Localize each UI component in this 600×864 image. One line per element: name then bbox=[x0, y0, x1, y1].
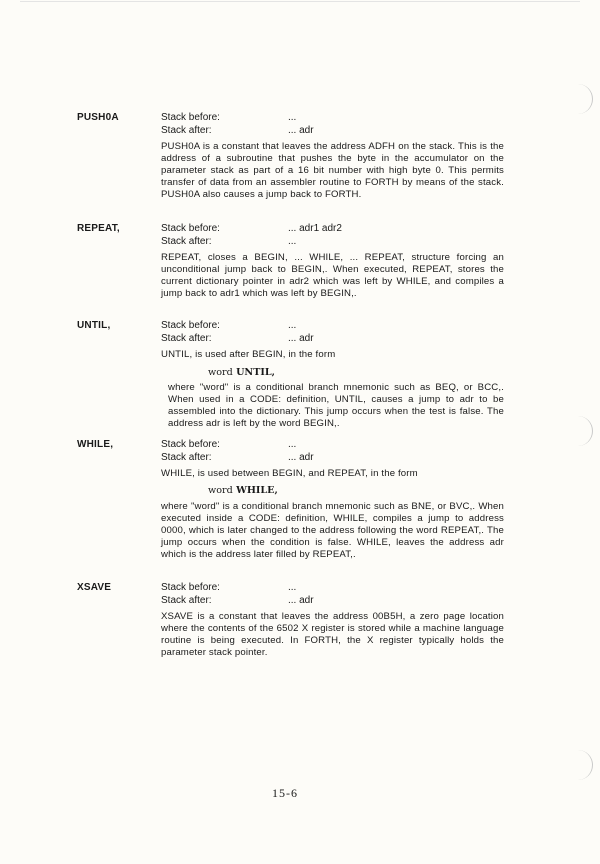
stack-after-value: ... adr bbox=[288, 451, 314, 463]
stack-before-label: Stack before: bbox=[161, 223, 220, 234]
page-number: 15-6 bbox=[272, 786, 298, 800]
stack-after-value: ... adr bbox=[288, 332, 314, 344]
code-example bbox=[208, 367, 275, 378]
stack-before-value: ... bbox=[288, 112, 297, 123]
page-top-edge bbox=[20, 1, 580, 2]
stack-before-value: ... bbox=[288, 439, 297, 450]
entry-description: where "word" is a conditional branch mnemonic such as BEQ, or BCC,. When used in a CODE: definition, UNTIL, causes a jump to adr to be assembled into the dictionary. This jump occurs when the test is false. The address adr is left by the word BEGIN,. bbox=[168, 382, 504, 429]
entry-term: UNTIL, bbox=[77, 320, 111, 331]
code-keyword: WHILE, bbox=[236, 485, 278, 496]
entry-description: XSAVE is a constant that leaves the address 00B5H, a zero page location where the contents of the 6502 X register is stored while a machine language routine is being executed. In FORTH, the X register typically holds the parameter stack pointer. bbox=[161, 611, 504, 658]
entry-term: REPEAT, bbox=[77, 223, 120, 234]
binder-hole-mark bbox=[566, 750, 593, 780]
binder-hole-mark bbox=[566, 416, 593, 446]
stack-after-label: Stack after: bbox=[161, 594, 212, 606]
stack-before-label: Stack before: bbox=[161, 582, 220, 593]
entry-term: WHILE, bbox=[77, 439, 114, 450]
stack-after-label: Stack after: bbox=[161, 451, 212, 463]
entry-description: where "word" is a conditional branch mnemonic such as BNE, or BVC,. When executed inside a CODE: definition, WHILE, compiles a jump to address 0000, which is later changed to the address following the word REPEAT,. The jump occurs when the condition is false. WHILE, leaves the address adr which is the address later filled by REPEAT,. bbox=[161, 501, 504, 560]
stack-before-value: ... bbox=[288, 582, 297, 593]
stack-before-label: Stack before: bbox=[161, 112, 220, 123]
entry-term: PUSH0A bbox=[77, 112, 119, 123]
code-word: word bbox=[208, 367, 233, 378]
entry-description: PUSH0A is a constant that leaves the address ADFH on the stack. This is the address of a subroutine that pushes the byte in the accumulator on the parameter stack as part of a 16 bit number with high byte 0. This permits transfer of data from an assembler routine to FORTH by means of the stack. PUSH0A also causes a jump back to FORTH. bbox=[161, 141, 504, 200]
code-example bbox=[208, 485, 278, 496]
code-keyword: UNTIL, bbox=[236, 367, 275, 378]
stack-before-value: ... bbox=[288, 320, 297, 331]
binder-hole-mark bbox=[566, 84, 593, 114]
stack-before-label: Stack before: bbox=[161, 439, 220, 450]
stack-after-value: ... adr bbox=[288, 594, 314, 606]
entry-intro: WHILE, is used between BEGIN, and REPEAT, in the form bbox=[161, 468, 418, 479]
entry-intro: UNTIL, is used after BEGIN, in the form bbox=[161, 349, 336, 360]
stack-after-value: ... adr bbox=[288, 124, 314, 136]
stack-before-value: ... adr1 adr2 bbox=[288, 223, 342, 234]
stack-after-label: Stack after: bbox=[161, 124, 212, 136]
stack-after-value: ... bbox=[288, 235, 297, 247]
stack-before-label: Stack before: bbox=[161, 320, 220, 331]
entry-term: XSAVE bbox=[77, 582, 112, 593]
stack-after-label: Stack after: bbox=[161, 235, 212, 247]
entry-description: REPEAT, closes a BEGIN, ... WHILE, ... REPEAT, structure forcing an unconditional jump back to BEGIN,. When executed, REPEAT, stores the current dictionary pointer in adr2 which was left by WHILE, and compiles a jump back to adr1 which was left by BEGIN,. bbox=[161, 252, 504, 299]
code-word: word bbox=[208, 485, 233, 496]
stack-after-label: Stack after: bbox=[161, 332, 212, 344]
